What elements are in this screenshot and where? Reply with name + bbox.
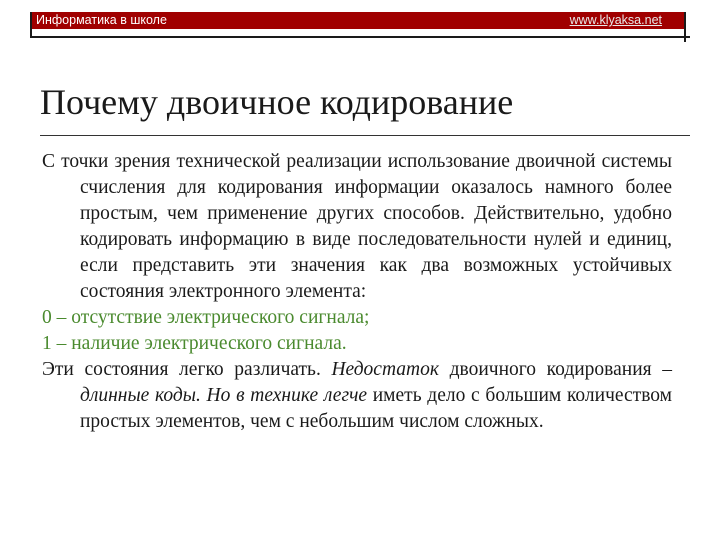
last-part1: Эти состояния легко различать.	[42, 359, 332, 380]
frame-line-left	[30, 12, 32, 38]
last-part3: двоичного кодирования –	[438, 359, 672, 380]
last-part2-italic: Недостаток	[331, 359, 439, 380]
paragraph-main: С точки зрения технической реализации использование двоичной системы счисления для кодирования информации оказалось намного более простым, чем применение других способов. Действительно, удобно кодировать информацию в виде последовательности нулей и единиц, если представить эти значения как два возможных устойчивых состояния электронного элемента:	[42, 151, 672, 302]
slide-body	[42, 149, 672, 435]
last-part4-italic: длинные коды. Но в технике легче	[80, 385, 368, 406]
line-zero: 0 – отсутствие электрического сигнала;	[42, 307, 370, 328]
slide-title: Почему двоичное кодирование	[40, 82, 514, 122]
header-left-text: Информатика в школе	[36, 13, 167, 27]
title-divider	[40, 135, 690, 136]
last-part5: иметь дело с большим количеством простых элементов, чем с небольшим числом сложных.	[80, 385, 673, 432]
line-one: 1 – наличие электрического сигнала.	[42, 333, 347, 354]
header-site-link[interactable]: www.klyaksa.net	[569, 13, 662, 27]
paragraph-last	[42, 357, 672, 435]
frame-line-bottom	[30, 36, 690, 38]
header-bar	[30, 12, 684, 29]
